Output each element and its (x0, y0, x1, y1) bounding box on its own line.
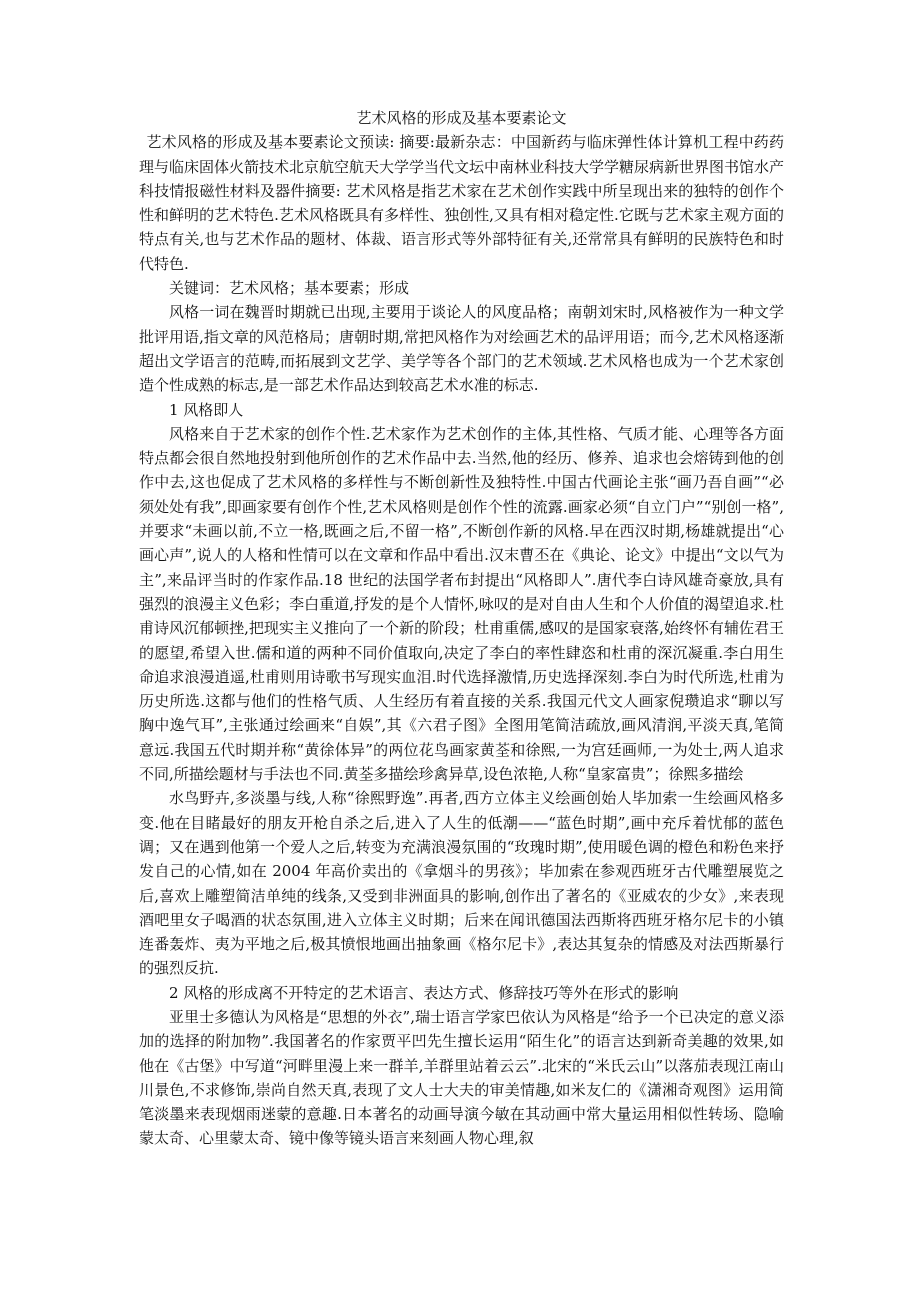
document-body (139, 106, 784, 1151)
document-title: 艺术风格的形成及基本要素论文 (356, 109, 567, 127)
abstract-paragraph: 艺术风格的形成及基本要素论文预读: 摘要:最新杂志：中国新药与临床弹性体计算机工程中药药理与临床固体火箭技术北京航空航天大学学当代文坛中南林业科技大学学糖尿病新世界图书馆水产科技情报磁性材料及器件摘要: 艺术风格是指艺术家在艺术创作实践中所呈现出来的独特的创作个性和鲜明的艺术特色.艺术风格既具有多样性、独创性,又具有相对稳定性.它既与艺术家主观方面的特点有关,也与艺术作品的题材、体裁、语言形式等外部特征有关,还常常具有鲜明的民族特色和时代特色. (139, 133, 785, 273)
body-paragraph: 水鸟野卉,多淡墨与线,人称“徐熙野逸”.再者,西方立体主义绘画创始人毕加索一生绘画风格多变.他在目睹最好的朋友开枪自杀之后,进入了人生的低潮——“蓝色时期”,画中充斥着忧郁的蓝色调；又在遇到他第一个爱人之后,转变为充满浪漫氛围的“玫瑰时期”,使用暖色调的橙色和粉色来抒发自己的心情,如在 2004 年高价卖出的《拿烟斗的男孩》；毕加索在参观西班牙古代雕塑展览之后,喜欢上雕塑简洁单纯的线条,又受到非洲面具的影响,创作出了著名的《亚威农的少女》,来表现酒吧里女子喝酒的状态氛围,进入立体主义时期；后来在闻讯德国法西斯将西班牙格尔尼卡的小镇连番轰炸、夷为平地之后,极其愤恨地画出抽象画《格尔尼卡》,表达其复杂的情感及对法西斯暴行的强烈反抗. (139, 789, 784, 978)
section-heading-1: 1 风格即人 (169, 400, 244, 419)
keywords-paragraph: 关键词：艺术风格；基本要素；形成 (169, 279, 410, 298)
body-paragraph: 亚里士多德认为风格是“思想的外衣”,瑞士语言学家巴依认为风格是“给予一个已决定的意义添加的选择的附加物”.我国著名的作家贾平凹先生擅长运用“陌生化”的语言达到新奇美趣的效果,如他在《古堡》中写道“河畔里漫上来一群羊,羊群里站着云云”.北宋的“米氏云山”以落茄表现江南山川景色,不求修饰,崇尚自然天真,表现了文人士大夫的审美情趣,如米友仁的《潇湘奇观图》运用简笔淡墨来表现烟雨迷蒙的意趣.日本著名的动画导演今敏在其动画中常大量运用相似性转场、隐喻蒙太奇、心里蒙太奇、镜中像等镜头语言来刻画人物心理,叙 (139, 1007, 784, 1148)
section-heading-2: 2 风格的形成离不开特定的艺术语言、表达方式、修辞技巧等外在形式的影响 (169, 983, 679, 1002)
body-paragraph: 风格来自于艺术家的创作个性.艺术家作为艺术创作的主体,其性格、气质才能、心理等各方面特点都会很自然地投射到他所创作的艺术作品中去.当然,他的经历、修养、追求也会熔铸到他的创作中去,这也促成了艺术风格的多样性与不断创新性及独特性.中国古代画论主张“画乃吾自画”“必须处处有我”,即画家要有创作个性,艺术风格则是创作个性的流露.画家必须“自立门户”“别创一格”,并要求“未画以前,不立一格,既画之后,不留一格”,不断创作新的风格.早在西汉时期,杨雄就提出“心画心声”,说人的人格和性情可以在文章和作品中看出.汉末曹丕在《典论、论文》中提出“文以气为主”,来品评当时的作家作品.18 世纪的法国学者布封提出“风格即人”.唐代李白诗风雄奇豪放,具有强烈的浪漫主义色彩；李白重道,抒发的是个人情怀,咏叹的是对自由人生和个人价值的渴望追求.杜甫诗风沉郁顿挫,把现实主义推向了一个新的阶段；杜甫重儒,感叹的是国家衰落,始终怀有辅佐君王的愿望,希望入世.儒和道的两种不同价值取向,决定了李白的率性肆恣和杜甫的深沉凝重.李白用生命追求浪漫逍遥,杜甫则用诗歌书写现实血泪.时代选择激情,历史选择深刻.李白为时代所选,杜甫为历史所选.这都与他们的性格气质、人生经历有着直接的关系.我国元代文人画家倪瓒追求“聊以写胸中逸气耳”,主张通过绘画来“自娱”,其《六君子图》全图用笔简洁疏放,画风清润,平淡天真,笔简意远.我国五代时期并称“黄徐体异”的两位花鸟画家黄荃和徐熙,一为宫廷画师,一为处士,两人追求不同,所描绘题材与手法也不同.黄荃多描绘珍禽异草,设色浓艳,人称“皇家富贵”；徐熙多描绘 (139, 424, 784, 784)
intro-paragraph: 风格一词在魏晋时期就已出现,主要用于谈论人的风度品格；南朝刘宋时,风格被作为一种文学批评用语,指文章的风范格局；唐朝时期,常把风格作为对绘画艺术的品评用语；而今,艺术风格逐渐超出文学语言的范畴,而拓展到文艺学、美学等各个部门的艺术领域.艺术风格也成为一个艺术家创造个性成熟的标志,是一部艺术作品达到较高艺术水准的标志. (139, 303, 784, 395)
